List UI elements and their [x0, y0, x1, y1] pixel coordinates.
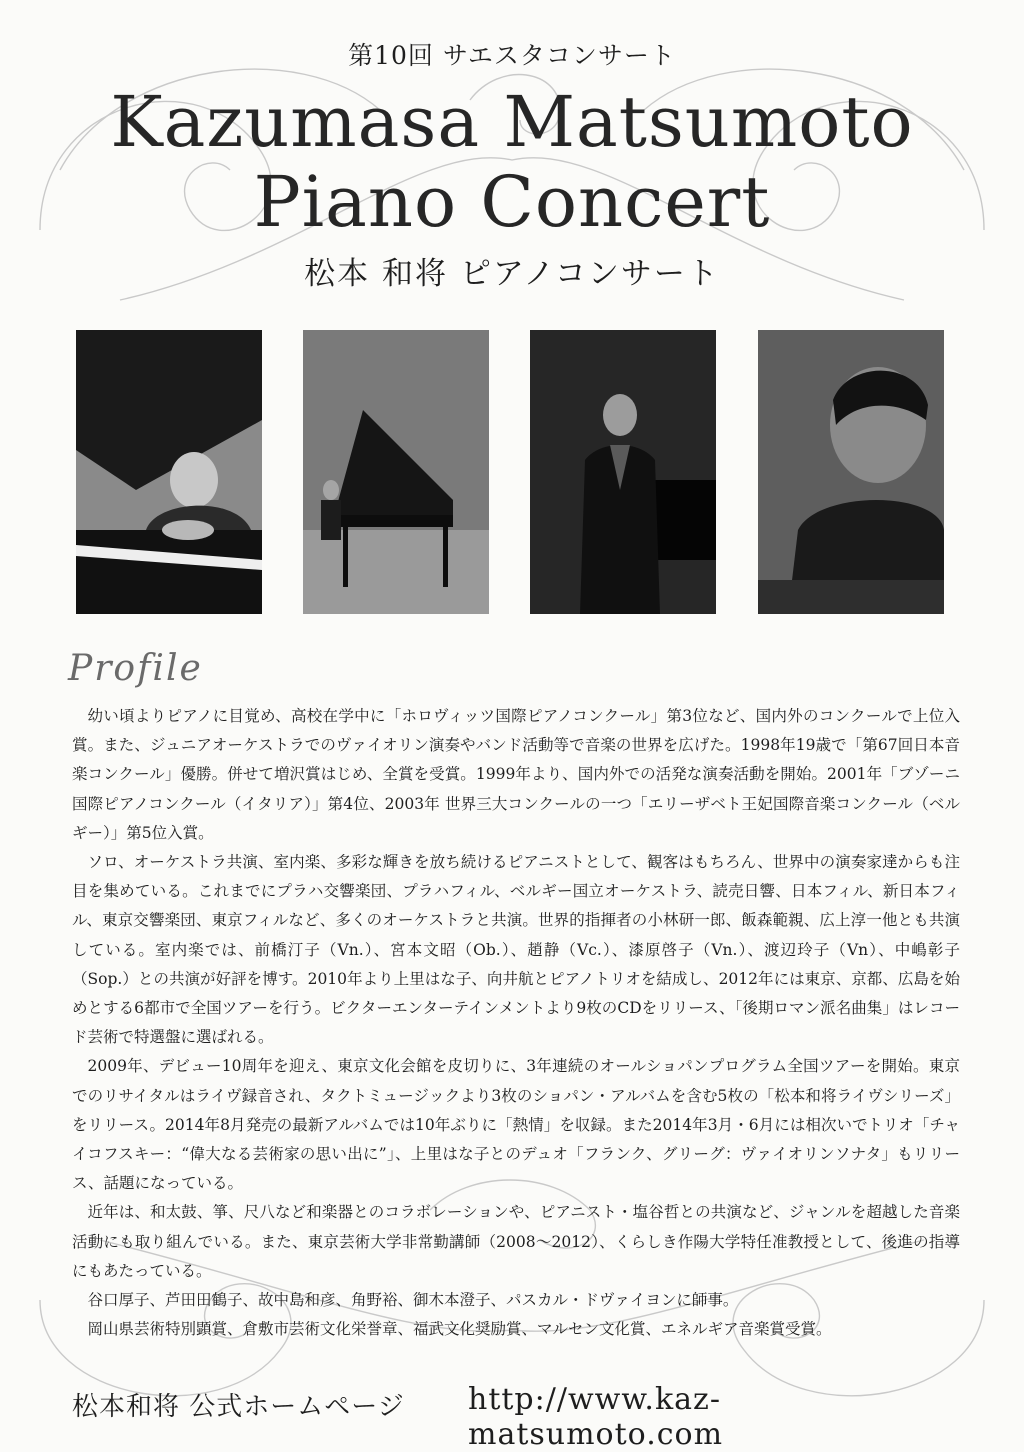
concert-series-subtitle: 第10回 サエスタコンサート	[348, 41, 676, 70]
profile-text	[72, 702, 960, 1344]
profile-paragraph: ソロ、オーケストラ共演、室内楽、多彩な輝きを放ち続けるピアニストとして、観客はもちろん、世界中の演奏家達からも注目を集めている。これまでにプラハ交響楽団、プラハフィル、ベルギー国立オーケストラ、読売日響、日本フィル、新日本フィル、東京交響楽団、東京フィルなど、多くのオーケストラと共演。世界的指揮者の小林研一郎、飯森範親、広上淳一他とも共演している。室内楽では、前橋汀子（Vn.）、宮本文昭（Ob.）、趙静（Vc.）、漆原啓子（Vn.）、渡辺玲子（Vn）、中嶋彰子（Sop.）との共演が好評を博す。2010年より上里はな子、向井航とピアノトリオを結成し、2012年には東京、京都、広島を始めとする6都市で全国ツアーを行う。ビクターエンターテインメントより9枚のCDをリリース、「後期ロマン派名曲集」はレコード芸術で特選盤に選ばれる。	[72, 853, 960, 1047]
pianist-on-stage-photo	[303, 330, 489, 614]
profile-paragraph: 2009年、デビュー10周年を迎え、東京文化会館を皮切りに、3年連続のオールショパンプログラム全国ツアーを開始。東京でのリサイタルはライヴ録音され、タクトミュージックより3枚のショパン・アルバムを含む5枚の「松本和将ライヴシリーズ」をリリース。2014年8月発売の最新アルバムでは10年ぶりに「熱情」を収録。また2014年3月・6月には相次いでトリオ「チャイコフスキー：“偉大なる芸術家の思い出に”」、上里はな子とのデュオ「フランク、グリーグ：ヴァイオリンソナタ」もリリース、話題になっている。	[72, 1057, 960, 1193]
profile-paragraph: 近年は、和太鼓、箏、尺八など和楽器とのコラボレーションや、ピアニスト・塩谷哲との共演など、ジャンルを超越した音楽活動にも取り組んでいる。また、東京芸術大学非常勤講師（2008～2012）、くらしき作陽大学特任准教授として、後進の指導にもあたっている。	[72, 1203, 960, 1280]
profile-paragraph: 岡山県芸術特別顕賞、倉敷市芸術文化栄誉章、福武文化奨励賞、マルセン文化賞、エネルギア音楽賞受賞。	[87, 1320, 832, 1339]
footer	[72, 1380, 972, 1452]
pianist-playing-closeup-photo	[758, 330, 944, 614]
profile-paragraph: 谷口厚子、芦田田鶴子、故中島和彦、角野裕、御木本澄子、パスカル・ドヴァイヨンに師事。	[87, 1291, 739, 1310]
pianist-standing-photo	[530, 330, 716, 614]
title-line-2: Piano Concert	[253, 161, 771, 243]
profile-paragraph: 幼い頃よりピアノに目覚め、高校在学中に「ホロヴィッツ国際ピアノコンクール」第3位など、国内外のコンクールで上位入賞。また、ジュニアオーケストラでのヴァイオリン演奏やバンド活動等で音楽の世界を広げた。1998年19歳で「第67回日本音楽コンクール」優勝。併せて増沢賞はじめ、全賞を受賞。1999年より、国内外での活発な演奏活動を開始。2001年「ブゾーニ国際ピアノコンクール（イタリア）」第4位、2003年 世界三大コンクールの一つ「エリーザベト王妃国際音楽コンクール（ベルギー）」第5位入賞。	[72, 707, 960, 842]
concert-title-japanese: 松本 和将 ピアノコンサート	[304, 256, 720, 292]
concert-title	[0, 82, 1024, 242]
profile-heading: Profile	[68, 648, 203, 689]
pianist-leaning-on-piano-photo	[76, 330, 262, 614]
homepage-label: 松本和将 公式ホームページ	[72, 1392, 405, 1422]
homepage-url-link[interactable]: http://www.kaz-matsumoto.com	[468, 1382, 724, 1452]
title-line-1: Kazumasa Matsumoto	[110, 81, 914, 163]
